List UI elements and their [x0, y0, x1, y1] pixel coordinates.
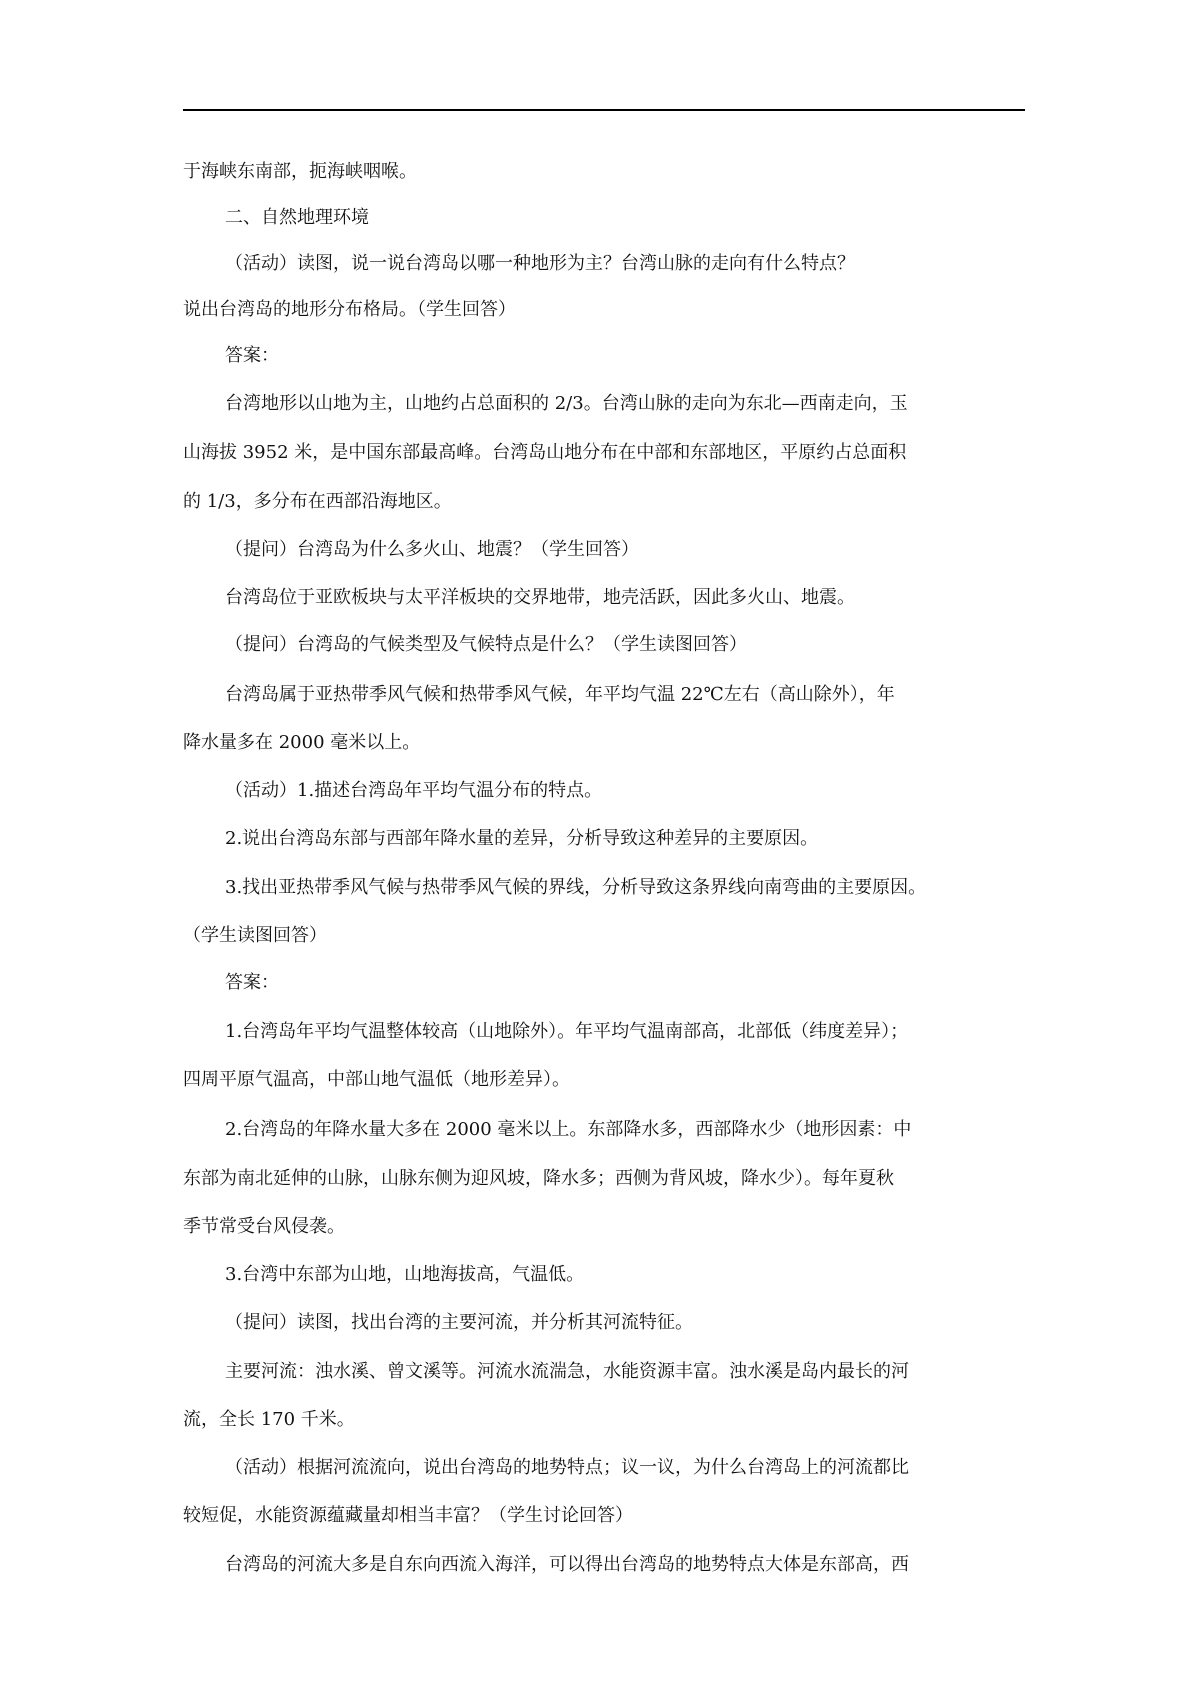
text-line: 3.台湾中东部为山地，山地海拔高，气温低。	[225, 1264, 585, 1285]
text-line: （活动）读图，说一说台湾岛以哪一种地形为主？台湾山脉的走向有什么特点？	[225, 253, 855, 274]
text-line: 季节常受台风侵袭。	[183, 1216, 345, 1237]
text-line: （活动）1.描述台湾岛年平均气温分布的特点。	[225, 780, 603, 801]
section-heading: 二、自然地理环境	[225, 207, 369, 228]
text-line: 的 1/3，多分布在西部沿海地区。	[183, 491, 452, 512]
text-line: 于海峡东南部，扼海峡咽喉。	[183, 161, 417, 182]
text-line: 答案：	[225, 972, 279, 993]
text-line: 台湾岛的河流大多是自东向西流入海洋，可以得出台湾岛的地势特点大体是东部高，西	[225, 1554, 909, 1575]
text-line: （学生读图回答）	[183, 925, 327, 946]
text-line: 1.台湾岛年平均气温整体较高（山地除外）。年平均气温南部高，北部低（纬度差异）；	[225, 1021, 909, 1042]
text-line: 四周平原气温高，中部山地气温低（地形差异）。	[183, 1069, 570, 1090]
text-line: 较短促，水能资源蕴藏量却相当丰富？（学生讨论回答）	[183, 1505, 633, 1526]
header-rule	[183, 109, 1025, 111]
text-line: 2.台湾岛的年降水量大多在 2000 毫米以上。东部降水多，西部降水少（地形因素：中	[225, 1119, 912, 1140]
text-line: 主要河流：浊水溪、曾文溪等。河流水流湍急，水能资源丰富。浊水溪是岛内最长的河	[225, 1361, 909, 1382]
text-line: 说出台湾岛的地形分布格局。（学生回答）	[183, 299, 516, 320]
text-line: （提问）台湾岛为什么多火山、地震？（学生回答）	[225, 539, 639, 560]
text-line: 流，全长 170 千米。	[183, 1409, 355, 1430]
text-line: （活动）根据河流流向，说出台湾岛的地势特点；议一议，为什么台湾岛上的河流都比	[225, 1457, 909, 1478]
text-line: 2.说出台湾岛东部与西部年降水量的差异，分析导致这种差异的主要原因。	[225, 828, 819, 849]
text-line: 3.找出亚热带季风气候与热带季风气候的界线，分析导致这条界线向南弯曲的主要原因。	[225, 877, 927, 898]
text-line: 台湾岛位于亚欧板块与太平洋板块的交界地带，地壳活跃，因此多火山、地震。	[225, 587, 855, 608]
text-line: （提问）读图，找出台湾的主要河流，并分析其河流特征。	[225, 1312, 693, 1333]
text-line: 降水量多在 2000 毫米以上。	[183, 732, 421, 753]
text-line: 台湾岛属于亚热带季风气候和热带季风气候，年平均气温 22℃左右（高山除外），年	[225, 684, 895, 705]
text-line: 山海拔 3952 米，是中国东部最高峰。台湾岛山地分布在中部和东部地区，平原约占总面积	[183, 442, 907, 463]
text-line: 答案：	[225, 345, 279, 366]
text-line: （提问）台湾岛的气候类型及气候特点是什么？（学生读图回答）	[225, 634, 747, 655]
text-line: 台湾地形以山地为主，山地约占总面积的 2/3。台湾山脉的走向为东北—西南走向，玉	[225, 393, 908, 414]
text-line: 东部为南北延伸的山脉，山脉东侧为迎风坡，降水多；西侧为背风坡，降水少）。每年夏秋	[183, 1168, 894, 1189]
